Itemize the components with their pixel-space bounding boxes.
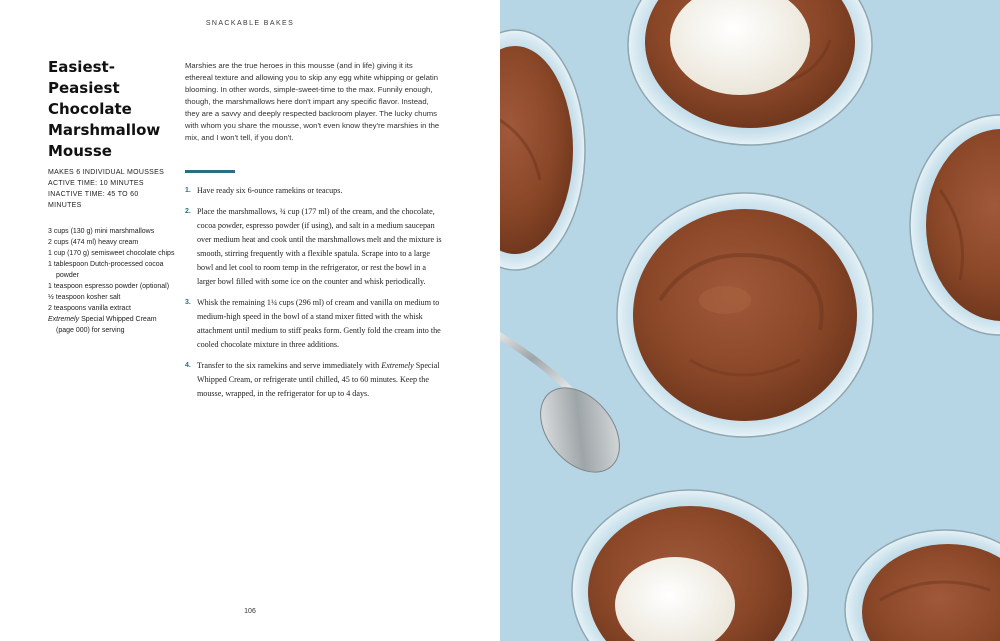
ingredient-text: Special Whipped Cream (page 000) for serving xyxy=(56,316,157,334)
ingredient-item: 1 cup (170 g) semisweet chocolate chips xyxy=(48,250,175,257)
ingredient-item: 2 cups (474 ml) heavy cream xyxy=(48,239,139,246)
ingredient-item: 1 tablespoon Dutch-processed cocoa powder xyxy=(48,261,164,279)
running-head: SNACKABLE BAKES xyxy=(205,20,295,27)
step-text: Have ready six 6-ounce ramekins or teacups. xyxy=(197,186,343,195)
step-item xyxy=(185,359,445,401)
mousse-photo xyxy=(500,0,1000,641)
step-item xyxy=(185,184,445,198)
inactive-time: INACTIVE TIME: 45 TO 60 MINUTES xyxy=(48,191,139,209)
method-steps xyxy=(185,184,445,408)
ingredient-item: 2 teaspoons vanilla extract xyxy=(48,305,131,312)
ingredient-item: ½ teaspoon kosher salt xyxy=(48,294,121,301)
step-number: 2. xyxy=(185,208,191,215)
active-time: ACTIVE TIME: 10 MINUTES xyxy=(48,180,144,187)
page-number: 106 xyxy=(244,608,256,615)
step-item xyxy=(185,205,445,289)
step-text: Whisk the remaining 1¼ cups (296 ml) of cream and vanilla on medium to medium-high speed in the bowl of a stand mixer fitted with the whisk attachment until medium to stiff peaks form. Gently fold the cream into the cooled chocolate mixture in three additions. xyxy=(197,298,441,349)
step-text: Place the marshmallows, ¾ cup (177 ml) of the cream, and the chocolate, cocoa powder, espresso powder (if using), and salt in a medium saucepan over medium heat and cook until the marshmallows melt and the mixture is smooth, stirring frequently with a flexible spatula. Scrape into to a large bowl and let cool to room temp in the refrigerator, or rest the bowl in a larger bowl filled with some ice on the counter and whisk periodically. xyxy=(197,207,442,286)
yield: MAKES 6 INDIVIDUAL MOUSSES xyxy=(48,169,165,176)
emphasis-text: Extremely xyxy=(48,316,80,323)
recipe-photo-page xyxy=(500,0,1000,641)
step-number: 1. xyxy=(185,187,191,194)
accent-rule xyxy=(185,170,235,173)
step-text: Transfer to the six ramekins and serve immediately with xyxy=(197,361,382,370)
ingredient-item: 3 cups (130 g) mini marshmallows xyxy=(48,228,155,235)
ingredient-list xyxy=(48,226,176,336)
mousse-bowl-center xyxy=(617,193,873,437)
headnote: Marshies are the true heroes in this mousse (and in life) giving it its ethereal texture and allowing you to skip any egg white whipping or gelatin blooming. In other words, simple-sweet-time to the max. Funnily enough, though, the marshmallows here don't impart any specific flavor. Instead, they are a savvy and deeply respected backroom player. The lucky chums with whom you share the mousse, won't even know they're marshies in the mix, and I won't tell, if you don't. xyxy=(185,61,440,142)
emphasis-text: Extremely xyxy=(381,361,414,370)
step-text: Special Whipped Cream, or refrigerate until chilled, 45 to 60 minutes. Keep the mousse, wrapped, in the refrigerator for up to 4 days. xyxy=(197,361,440,398)
step-number: 4. xyxy=(185,362,191,369)
step-number: 3. xyxy=(185,299,191,306)
step-item xyxy=(185,296,445,352)
ingredient-item xyxy=(48,314,176,336)
ingredient-item: 1 teaspoon espresso powder (optional) xyxy=(48,283,170,290)
recipe-meta xyxy=(48,167,173,211)
recipe-title: Easiest-Peasiest Chocolate Marshmallow Mousse xyxy=(48,58,161,160)
